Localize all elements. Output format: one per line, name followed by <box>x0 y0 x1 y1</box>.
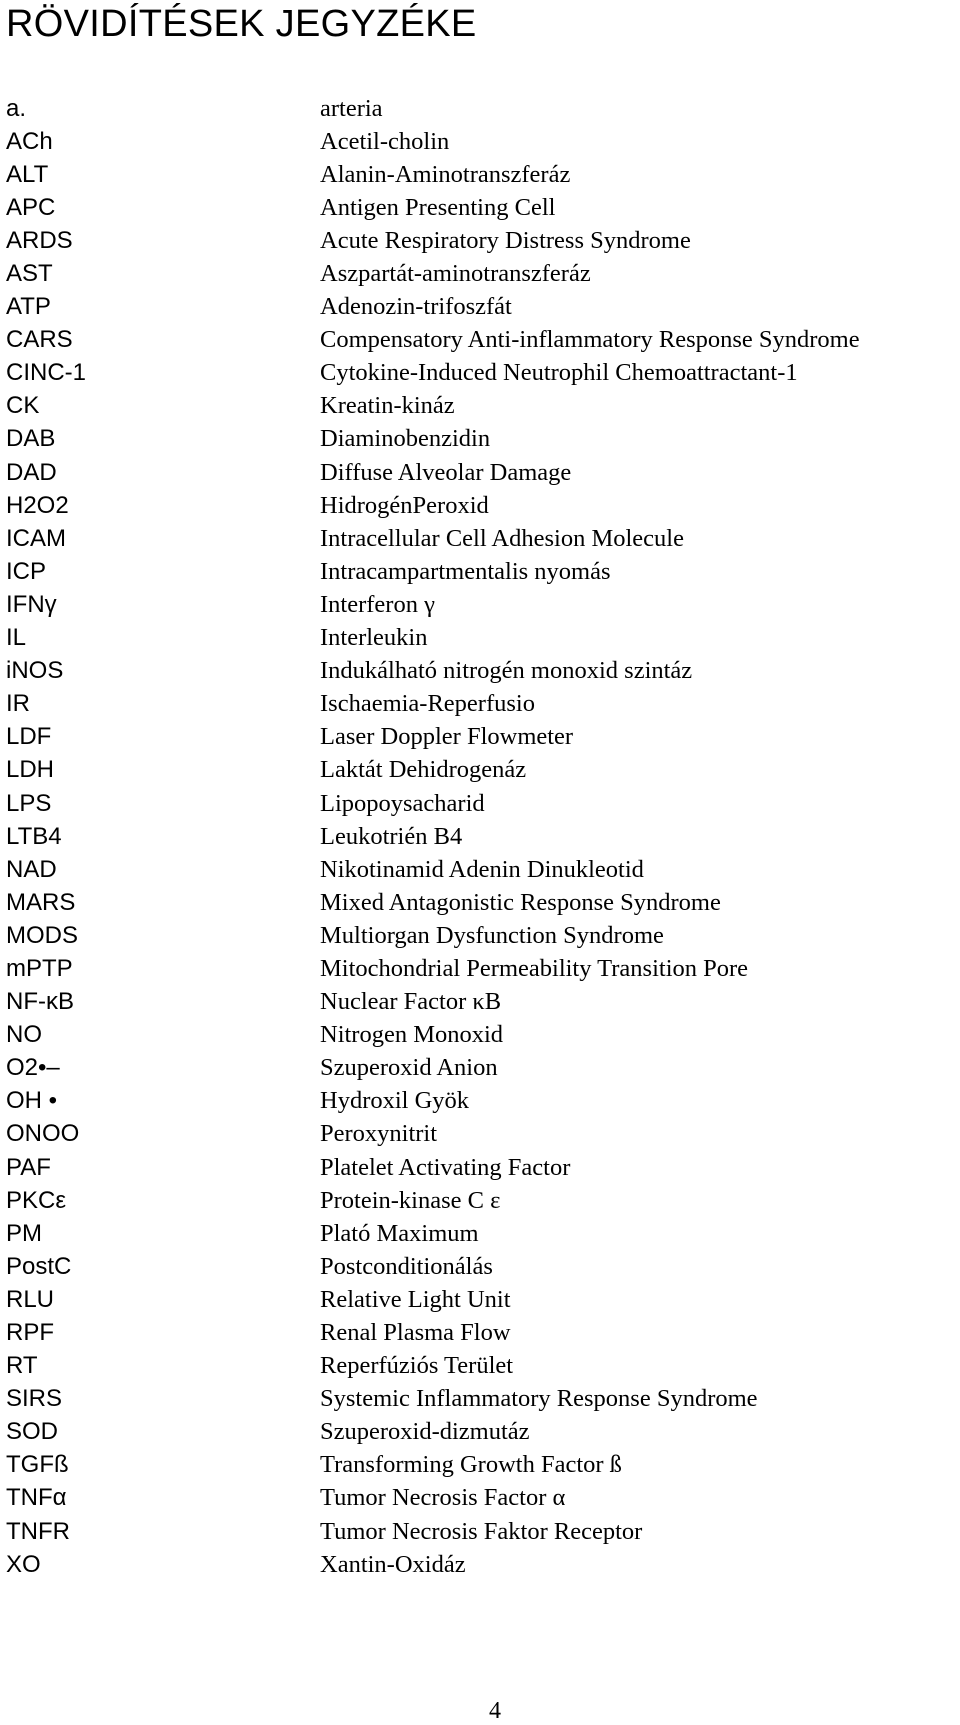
abbreviation-term: ONOO <box>6 1120 80 1148</box>
abbreviation-term: RPF <box>6 1319 54 1347</box>
abbreviation-definition: Kreatin-kináz <box>320 392 455 420</box>
list-item <box>0 1548 960 1581</box>
abbreviation-definition: Alanin-Aminotranszferáz <box>320 160 571 188</box>
list-item <box>0 588 960 621</box>
abbreviation-definition: Diaminobenzidin <box>320 425 491 453</box>
abbreviation-term: OH • <box>6 1087 58 1115</box>
list-item <box>0 1316 960 1349</box>
abbreviation-list <box>0 92 960 1581</box>
abbreviation-definition: Laser Doppler Flowmeter <box>320 723 574 751</box>
abbreviation-definition: Indukálható nitrogén monoxid szintáz <box>320 657 693 685</box>
list-item <box>0 853 960 886</box>
list-item <box>0 1217 960 1250</box>
list-item <box>0 158 960 191</box>
abbreviation-term: XO <box>6 1550 41 1578</box>
list-item <box>0 1482 960 1515</box>
abbreviation-definition: Nikotinamid Adenin Dinukleotid <box>320 855 644 883</box>
abbreviation-term: iNOS <box>6 657 64 685</box>
list-item <box>0 324 960 357</box>
list-item <box>0 1515 960 1548</box>
list-item <box>0 787 960 820</box>
abbreviation-definition: Lipopoysacharid <box>320 789 485 817</box>
abbreviation-term: PostC <box>6 1252 72 1280</box>
abbreviation-definition: Leukotrién B4 <box>320 822 463 850</box>
abbreviation-term: ATP <box>6 293 51 321</box>
abbreviation-definition: Tumor Necrosis Faktor Receptor <box>320 1517 643 1545</box>
list-item <box>0 92 960 125</box>
abbreviation-term: AST <box>6 260 53 288</box>
list-item <box>0 919 960 952</box>
abbreviation-definition: Xantin-Oxidáz <box>320 1550 466 1578</box>
abbreviation-definition: Tumor Necrosis Factor α <box>320 1484 566 1512</box>
abbreviation-term: NAD <box>6 855 57 883</box>
list-item <box>0 1250 960 1283</box>
abbreviation-definition: Renal Plasma Flow <box>320 1319 511 1347</box>
abbreviation-definition: Mitochondrial Permeability Transition Pore <box>320 954 749 982</box>
abbreviation-term: DAD <box>6 458 57 486</box>
page-number: 4 <box>489 1698 501 1724</box>
abbreviation-definition: Intracellular Cell Adhesion Molecule <box>320 524 684 552</box>
abbreviation-term: DAB <box>6 425 56 453</box>
list-item <box>0 522 960 555</box>
abbreviation-term: RLU <box>6 1285 55 1313</box>
abbreviation-definition: Ischaemia-Reperfusio <box>320 690 535 718</box>
list-item <box>0 1283 960 1316</box>
abbreviation-definition: Szuperoxid Anion <box>320 1054 498 1082</box>
list-item <box>0 1052 960 1085</box>
abbreviation-definition: Compensatory Anti-inflammatory Response Syndrome <box>320 326 860 354</box>
abbreviation-definition: Platelet Activating Factor <box>320 1153 571 1181</box>
abbreviation-definition: Reperfúziós Terület <box>320 1352 514 1380</box>
abbreviation-definition: arteria <box>320 94 383 122</box>
abbreviation-definition: Multiorgan Dysfunction Syndrome <box>320 921 664 949</box>
abbreviation-definition: Protein-kinase C ε <box>320 1186 501 1214</box>
abbreviation-definition: Interleukin <box>320 624 428 652</box>
abbreviation-term: NO <box>6 1021 42 1049</box>
list-item <box>0 655 960 688</box>
abbreviation-definition: Antigen Presenting Cell <box>320 193 556 221</box>
abbreviation-term: CARS <box>6 326 73 354</box>
page-title: RÖVIDÍTÉSEK JEGYZÉKE <box>6 3 477 45</box>
abbreviation-definition: Plató Maximum <box>320 1219 479 1247</box>
list-item <box>0 1350 960 1383</box>
abbreviation-term: MARS <box>6 888 76 916</box>
abbreviation-definition: Transforming Growth Factor ß <box>320 1451 622 1479</box>
list-item <box>0 555 960 588</box>
abbreviation-definition: Cytokine-Induced Neutrophil Chemoattractant-1 <box>320 359 798 387</box>
abbreviation-term: H2O2 <box>6 491 69 519</box>
abbreviation-term: PAF <box>6 1153 51 1181</box>
list-item <box>0 1085 960 1118</box>
abbreviation-term: TNFα <box>6 1484 67 1512</box>
abbreviation-definition: Nitrogen Monoxid <box>320 1021 504 1049</box>
abbreviation-term: PKCε <box>6 1186 67 1214</box>
list-item <box>0 456 960 489</box>
list-item <box>0 224 960 257</box>
abbreviation-term: LTB4 <box>6 822 62 850</box>
list-item <box>0 1019 960 1052</box>
abbreviation-term: LPS <box>6 789 52 817</box>
abbreviation-definition: Peroxynitrit <box>320 1120 438 1148</box>
list-item <box>0 886 960 919</box>
abbreviation-term: LDH <box>6 756 55 784</box>
list-item <box>0 191 960 224</box>
abbreviation-term: ICP <box>6 557 47 585</box>
abbreviation-term: SOD <box>6 1418 59 1446</box>
abbreviation-definition: Nuclear Factor κB <box>320 988 502 1016</box>
abbreviation-term: TGFß <box>6 1451 69 1479</box>
abbreviation-definition: Aszpartát-aminotranszferáz <box>320 260 591 288</box>
abbreviation-term: ICAM <box>6 524 66 552</box>
abbreviation-term: LDF <box>6 723 52 751</box>
abbreviation-term: IL <box>6 624 27 652</box>
abbreviation-definition: Postconditionálás <box>320 1252 493 1280</box>
abbreviation-term: CINC-1 <box>6 359 87 387</box>
list-item <box>0 1118 960 1151</box>
abbreviation-definition: Acute Respiratory Distress Syndrome <box>320 226 691 254</box>
abbreviation-term: TNFR <box>6 1517 70 1545</box>
list-item <box>0 1184 960 1217</box>
abbreviation-term: ARDS <box>6 226 73 254</box>
abbreviation-term: CK <box>6 392 40 420</box>
list-item <box>0 1416 960 1449</box>
list-item <box>0 423 960 456</box>
list-item <box>0 688 960 721</box>
abbreviation-definition: Adenozin-trifoszfát <box>320 293 512 321</box>
list-item <box>0 357 960 390</box>
abbreviation-definition: Acetil-cholin <box>320 127 450 155</box>
list-item <box>0 820 960 853</box>
abbreviation-definition: Mixed Antagonistic Response Syndrome <box>320 888 721 916</box>
abbreviation-definition: Relative Light Unit <box>320 1285 511 1313</box>
abbreviation-term: PM <box>6 1219 42 1247</box>
abbreviation-definition: Intracampartmentalis nyomás <box>320 557 611 585</box>
list-item <box>0 291 960 324</box>
list-item <box>0 1449 960 1482</box>
abbreviation-term: IFNγ <box>6 590 57 618</box>
abbreviation-term: a. <box>6 94 27 122</box>
abbreviation-definition: Hydroxil Gyök <box>320 1087 470 1115</box>
list-item <box>0 1383 960 1416</box>
abbreviation-definition: Interferon γ <box>320 590 435 618</box>
abbreviation-term: RT <box>6 1352 38 1380</box>
list-item <box>0 952 960 985</box>
list-item <box>0 754 960 787</box>
list-item <box>0 257 960 290</box>
abbreviation-term: APC <box>6 193 56 221</box>
list-item <box>0 489 960 522</box>
abbreviation-definition: HidrogénPeroxid <box>320 491 489 519</box>
abbreviation-term: ALT <box>6 160 49 188</box>
abbreviation-definition: Szuperoxid-dizmutáz <box>320 1418 530 1446</box>
abbreviation-term: mPTP <box>6 954 73 982</box>
list-item <box>0 125 960 158</box>
abbreviation-term: NF-κB <box>6 988 74 1016</box>
abbreviation-term: ACh <box>6 127 53 155</box>
abbreviation-term: MODS <box>6 921 78 949</box>
abbreviation-definition: Systemic Inflammatory Response Syndrome <box>320 1385 758 1413</box>
list-item <box>0 721 960 754</box>
abbreviation-definition: Laktát Dehidrogenáz <box>320 756 527 784</box>
list-item <box>0 1151 960 1184</box>
list-item <box>0 390 960 423</box>
abbreviation-term: IR <box>6 690 30 718</box>
list-item <box>0 622 960 655</box>
abbreviation-term: O2•– <box>6 1054 60 1082</box>
list-item <box>0 986 960 1019</box>
abbreviation-definition: Diffuse Alveolar Damage <box>320 458 572 486</box>
abbreviation-term: SIRS <box>6 1385 63 1413</box>
